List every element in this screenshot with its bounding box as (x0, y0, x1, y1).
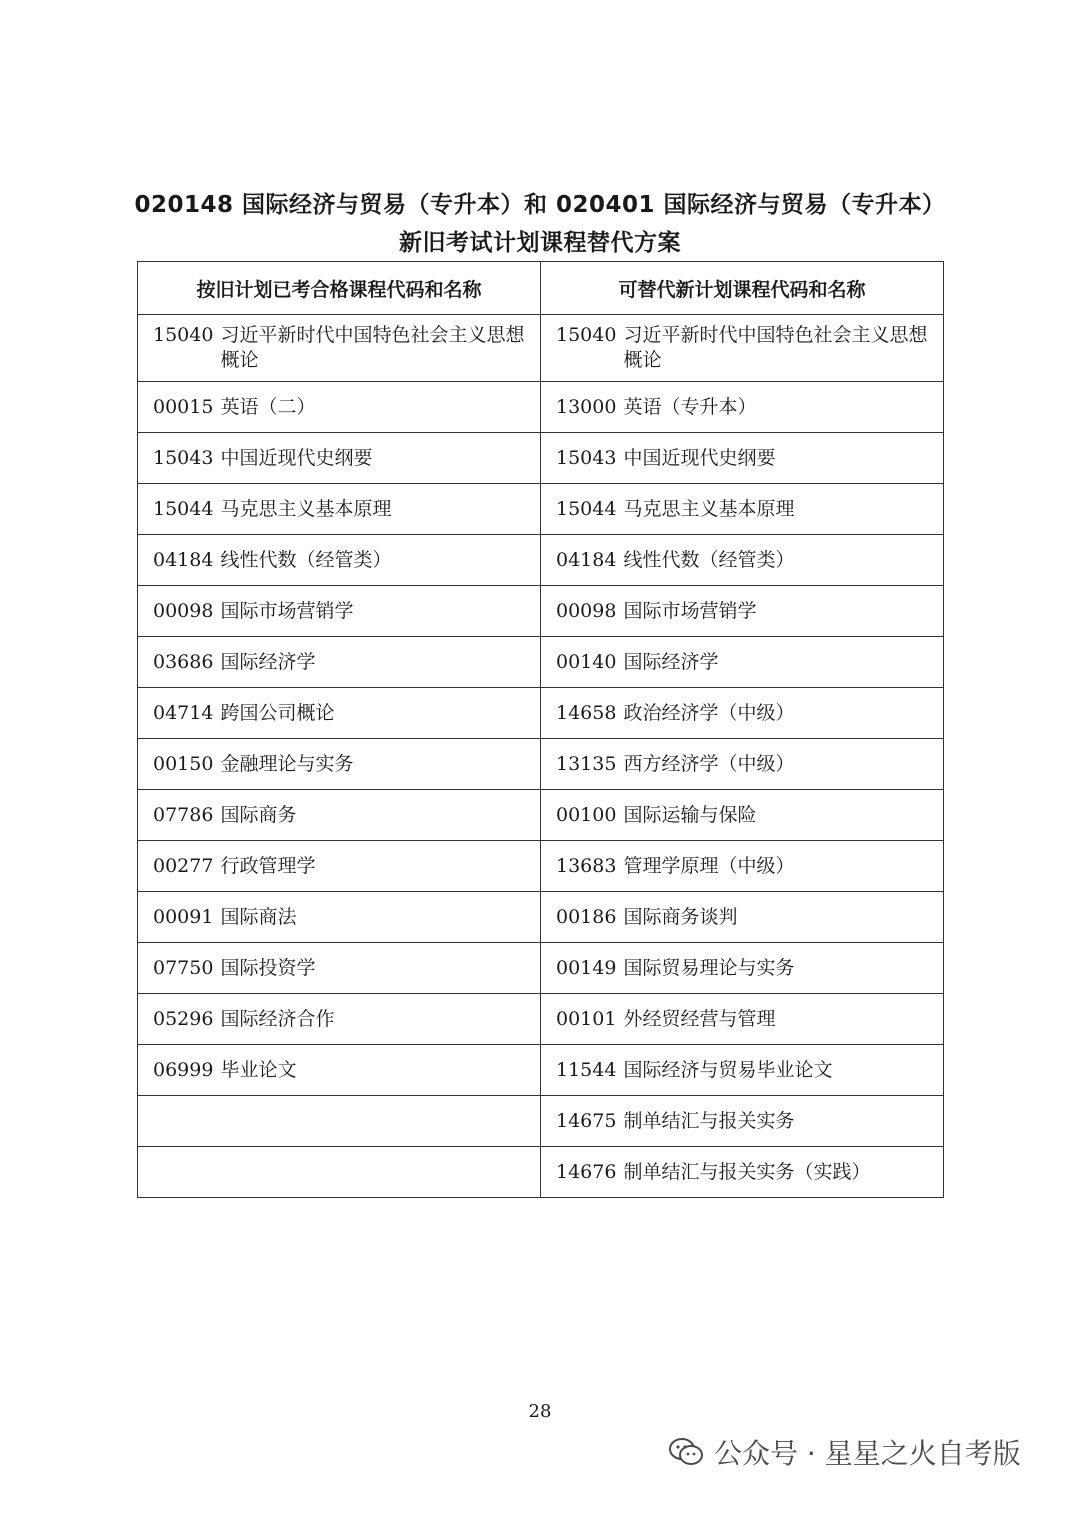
new-course-cell (541, 433, 944, 484)
course-name: 国际运输与保险 (623, 803, 757, 826)
course-name: 制单结汇与报关实务 (623, 1109, 795, 1132)
course-code: 00140 (556, 650, 617, 673)
course-code: 00149 (556, 956, 617, 979)
course-name: 马克思主义基本原理 (220, 497, 392, 520)
course-code: 00100 (556, 803, 617, 826)
course-name: 马克思主义基本原理 (623, 497, 795, 520)
course-name: 金融理论与实务 (220, 752, 354, 775)
new-course-cell (541, 892, 944, 943)
table-row (138, 841, 944, 892)
course-name: 行政管理学 (220, 854, 316, 877)
new-course-cell (541, 1096, 944, 1147)
course-code: 14658 (556, 701, 617, 724)
table-row (138, 315, 944, 382)
old-course-cell (138, 382, 541, 433)
course-name: 跨国公司概论 (220, 701, 335, 724)
course-code: 00150 (153, 752, 214, 775)
table-row (138, 790, 944, 841)
course-name: 制单结汇与报关实务（实践） (623, 1160, 871, 1183)
old-course-cell (138, 1096, 541, 1147)
old-course-cell (138, 1045, 541, 1096)
course-code: 14676 (556, 1160, 617, 1183)
course-name: 习近平新时代中国特色社会主义思想概论 (220, 324, 525, 371)
new-course-cell (541, 943, 944, 994)
course-code: 00091 (153, 905, 214, 928)
old-course-cell (138, 688, 541, 739)
old-course-cell (138, 790, 541, 841)
new-course-cell (541, 994, 944, 1045)
table-row (138, 688, 944, 739)
course-code: 05296 (153, 1007, 214, 1030)
old-course-cell (138, 841, 541, 892)
old-course-cell (138, 315, 541, 382)
new-course-cell (541, 315, 944, 382)
course-name: 国际市场营销学 (220, 599, 354, 622)
course-code: 15044 (153, 497, 214, 520)
course-name: 中国近现代史纲要 (623, 446, 776, 469)
course-code: 14675 (556, 1109, 617, 1132)
course-name: 国际经济与贸易毕业论文 (623, 1058, 833, 1081)
course-code: 15040 (556, 324, 617, 346)
course-code: 00101 (556, 1007, 617, 1030)
course-code: 00098 (153, 599, 214, 622)
table-row (138, 1045, 944, 1096)
course-code: 07750 (153, 956, 214, 979)
table-row (138, 382, 944, 433)
course-code: 00098 (556, 599, 617, 622)
new-course-cell (541, 841, 944, 892)
course-code: 00186 (556, 905, 617, 928)
table-row (138, 535, 944, 586)
header-old-course: 按旧计划已考合格课程代码和名称 (138, 262, 541, 315)
course-code: 03686 (153, 650, 214, 673)
table-row (138, 994, 944, 1045)
course-name: 习近平新时代中国特色社会主义思想概论 (623, 324, 928, 371)
old-course-cell (138, 484, 541, 535)
old-course-cell (138, 433, 541, 484)
table-row (138, 892, 944, 943)
course-name: 毕业论文 (220, 1058, 297, 1081)
table-row (138, 484, 944, 535)
course-name: 英语（二） (220, 395, 316, 418)
new-course-cell (541, 382, 944, 433)
course-name: 政治经济学（中级） (623, 701, 795, 724)
header-new-course: 可替代新计划课程代码和名称 (541, 262, 944, 315)
course-name: 国际市场营销学 (623, 599, 757, 622)
course-name: 管理学原理（中级） (623, 854, 795, 877)
course-name: 国际贸易理论与实务 (623, 956, 795, 979)
course-name: 线性代数（经管类） (623, 548, 795, 571)
new-course-cell (541, 586, 944, 637)
course-name: 英语（专升本） (623, 395, 757, 418)
course-name: 外经贸经营与管理 (623, 1007, 776, 1030)
table-row (138, 586, 944, 637)
new-course-cell (541, 790, 944, 841)
old-course-cell (138, 739, 541, 790)
course-name: 国际商法 (220, 905, 297, 928)
course-name: 国际投资学 (220, 956, 316, 979)
new-course-cell (541, 535, 944, 586)
course-code: 00277 (153, 854, 214, 877)
course-name: 国际经济学 (220, 650, 316, 673)
course-name: 线性代数（经管类） (220, 548, 392, 571)
course-code: 04184 (153, 548, 214, 571)
new-course-cell (541, 1045, 944, 1096)
new-course-cell (541, 637, 944, 688)
course-code: 15044 (556, 497, 617, 520)
old-course-cell (138, 892, 541, 943)
course-name: 国际商务 (220, 803, 297, 826)
course-code: 13135 (556, 752, 617, 775)
course-name: 中国近现代史纲要 (220, 446, 373, 469)
table-row (138, 943, 944, 994)
table-row (138, 739, 944, 790)
watermark-text: 公众号 · 星星之火自考版 (714, 1437, 1021, 1470)
course-code: 15043 (153, 446, 214, 469)
course-name: 西方经济学（中级） (623, 752, 795, 775)
old-course-cell (138, 994, 541, 1045)
old-course-cell (138, 586, 541, 637)
old-course-cell (138, 535, 541, 586)
table-row (138, 433, 944, 484)
table-row (138, 1147, 944, 1198)
old-course-cell (138, 1147, 541, 1198)
course-code: 13683 (556, 854, 617, 877)
new-course-cell (541, 739, 944, 790)
course-code: 15043 (556, 446, 617, 469)
course-code: 11544 (556, 1058, 617, 1081)
table-row (138, 1096, 944, 1147)
old-course-cell (138, 943, 541, 994)
course-code: 15040 (153, 324, 214, 346)
course-name: 国际经济学 (623, 650, 719, 673)
new-course-cell (541, 688, 944, 739)
new-course-cell (541, 1147, 944, 1198)
course-code: 04184 (556, 548, 617, 571)
course-code: 07786 (153, 803, 214, 826)
wechat-icon (668, 1437, 704, 1467)
course-name: 国际商务谈判 (623, 905, 738, 928)
course-substitution-table (137, 261, 944, 1198)
document-title-line-1: 020148 国际经济与贸易（专升本）和 020401 国际经济与贸易（专升本） (134, 192, 946, 218)
course-code: 13000 (556, 395, 617, 418)
table-header-row (138, 262, 944, 315)
old-course-cell (138, 637, 541, 688)
table-row (138, 637, 944, 688)
course-code: 04714 (153, 701, 214, 724)
wechat-watermark (668, 1432, 1021, 1472)
new-course-cell (541, 484, 944, 535)
page-number: 28 (528, 1401, 552, 1422)
course-code: 00015 (153, 395, 214, 418)
course-code: 06999 (153, 1058, 214, 1081)
course-name: 国际经济合作 (220, 1007, 335, 1030)
document-title-line-2: 新旧考试计划课程替代方案 (399, 230, 681, 256)
